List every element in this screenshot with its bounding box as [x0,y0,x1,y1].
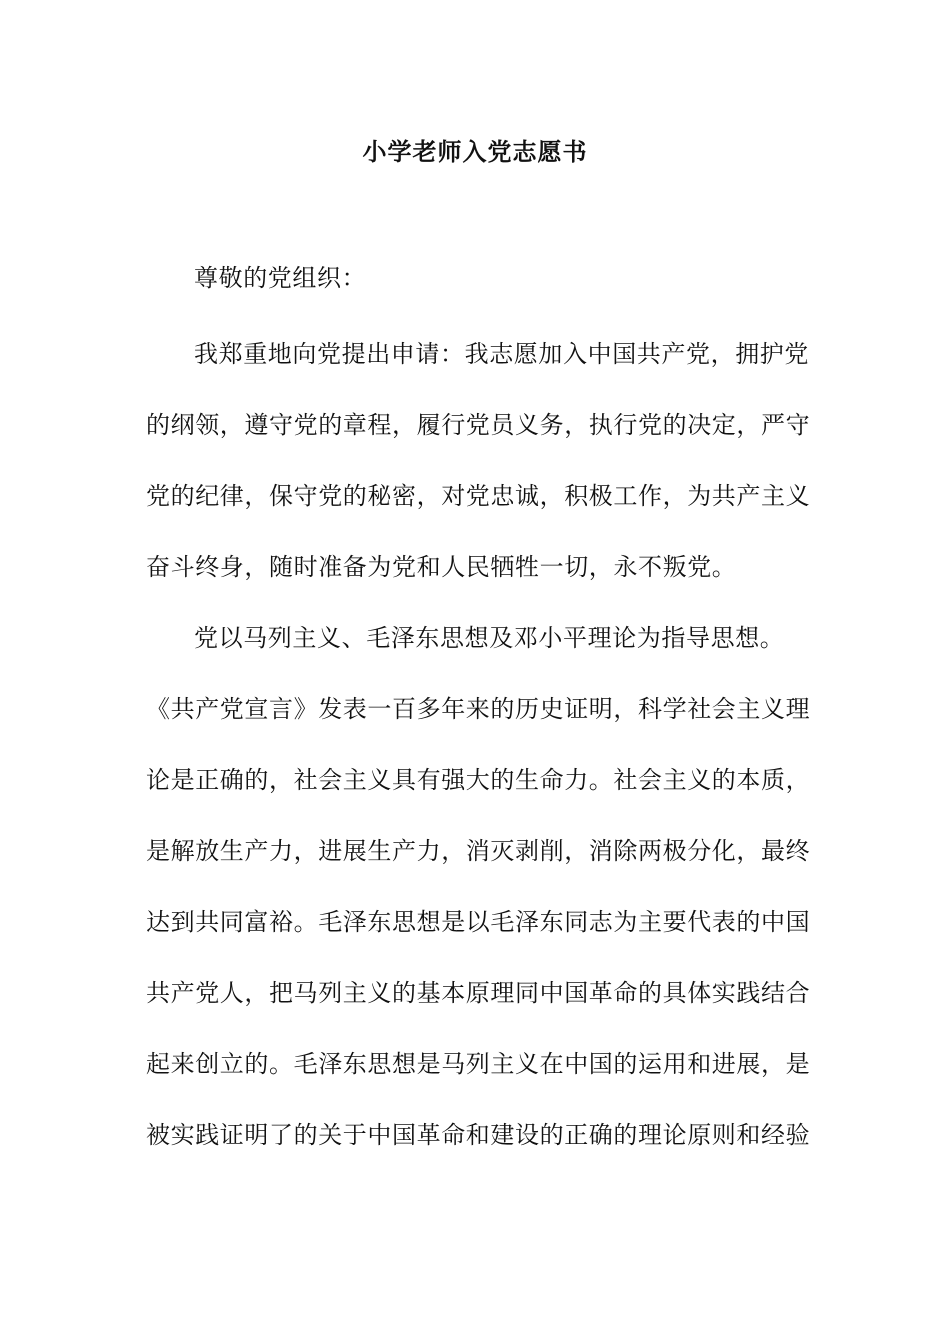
paragraph-line: 达到共同富裕。毛泽东思想是以毛泽东同志为主要代表的中国 [146,908,811,936]
paragraph-line: 党以马列主义、毛泽东思想及邓小平理论为指导思想。 [194,624,785,652]
paragraph-line: 《共产党宣言》发表一百多年来的历史证明，科学社会主义理 [146,695,811,723]
paragraph-line: 论是正确的，社会主义具有强大的生命力。社会主义的本质， [146,766,811,794]
paragraph-line: 我郑重地向党提出申请：我志愿加入中国共产党，拥护党 [194,340,809,368]
paragraph-line: 是解放生产力，进展生产力，消灭剥削，消除两极分化，最终 [146,837,811,865]
paragraph-line: 被实践证明了的关于中国革命和建设的正确的理论原则和经验 [146,1121,811,1149]
paragraph-line: 奋斗终身，随时准备为党和人民牺牲一切，永不叛党。 [146,553,737,581]
paragraph-line: 的纲领，遵守党的章程，履行党员义务，执行党的决定，严守 [146,411,811,439]
salutation: 尊敬的党组织： [194,264,367,292]
document-title: 小学老师入党志愿书 [362,137,588,166]
paragraph-line: 党的纪律，保守党的秘密，对党忠诚，积极工作，为共产主义 [146,482,811,510]
paragraph-line: 共产党人，把马列主义的基本原理同中国革命的具体实践结合 [146,979,811,1007]
paragraph-line: 起来创立的。毛泽东思想是马列主义在中国的运用和进展，是 [146,1050,811,1078]
